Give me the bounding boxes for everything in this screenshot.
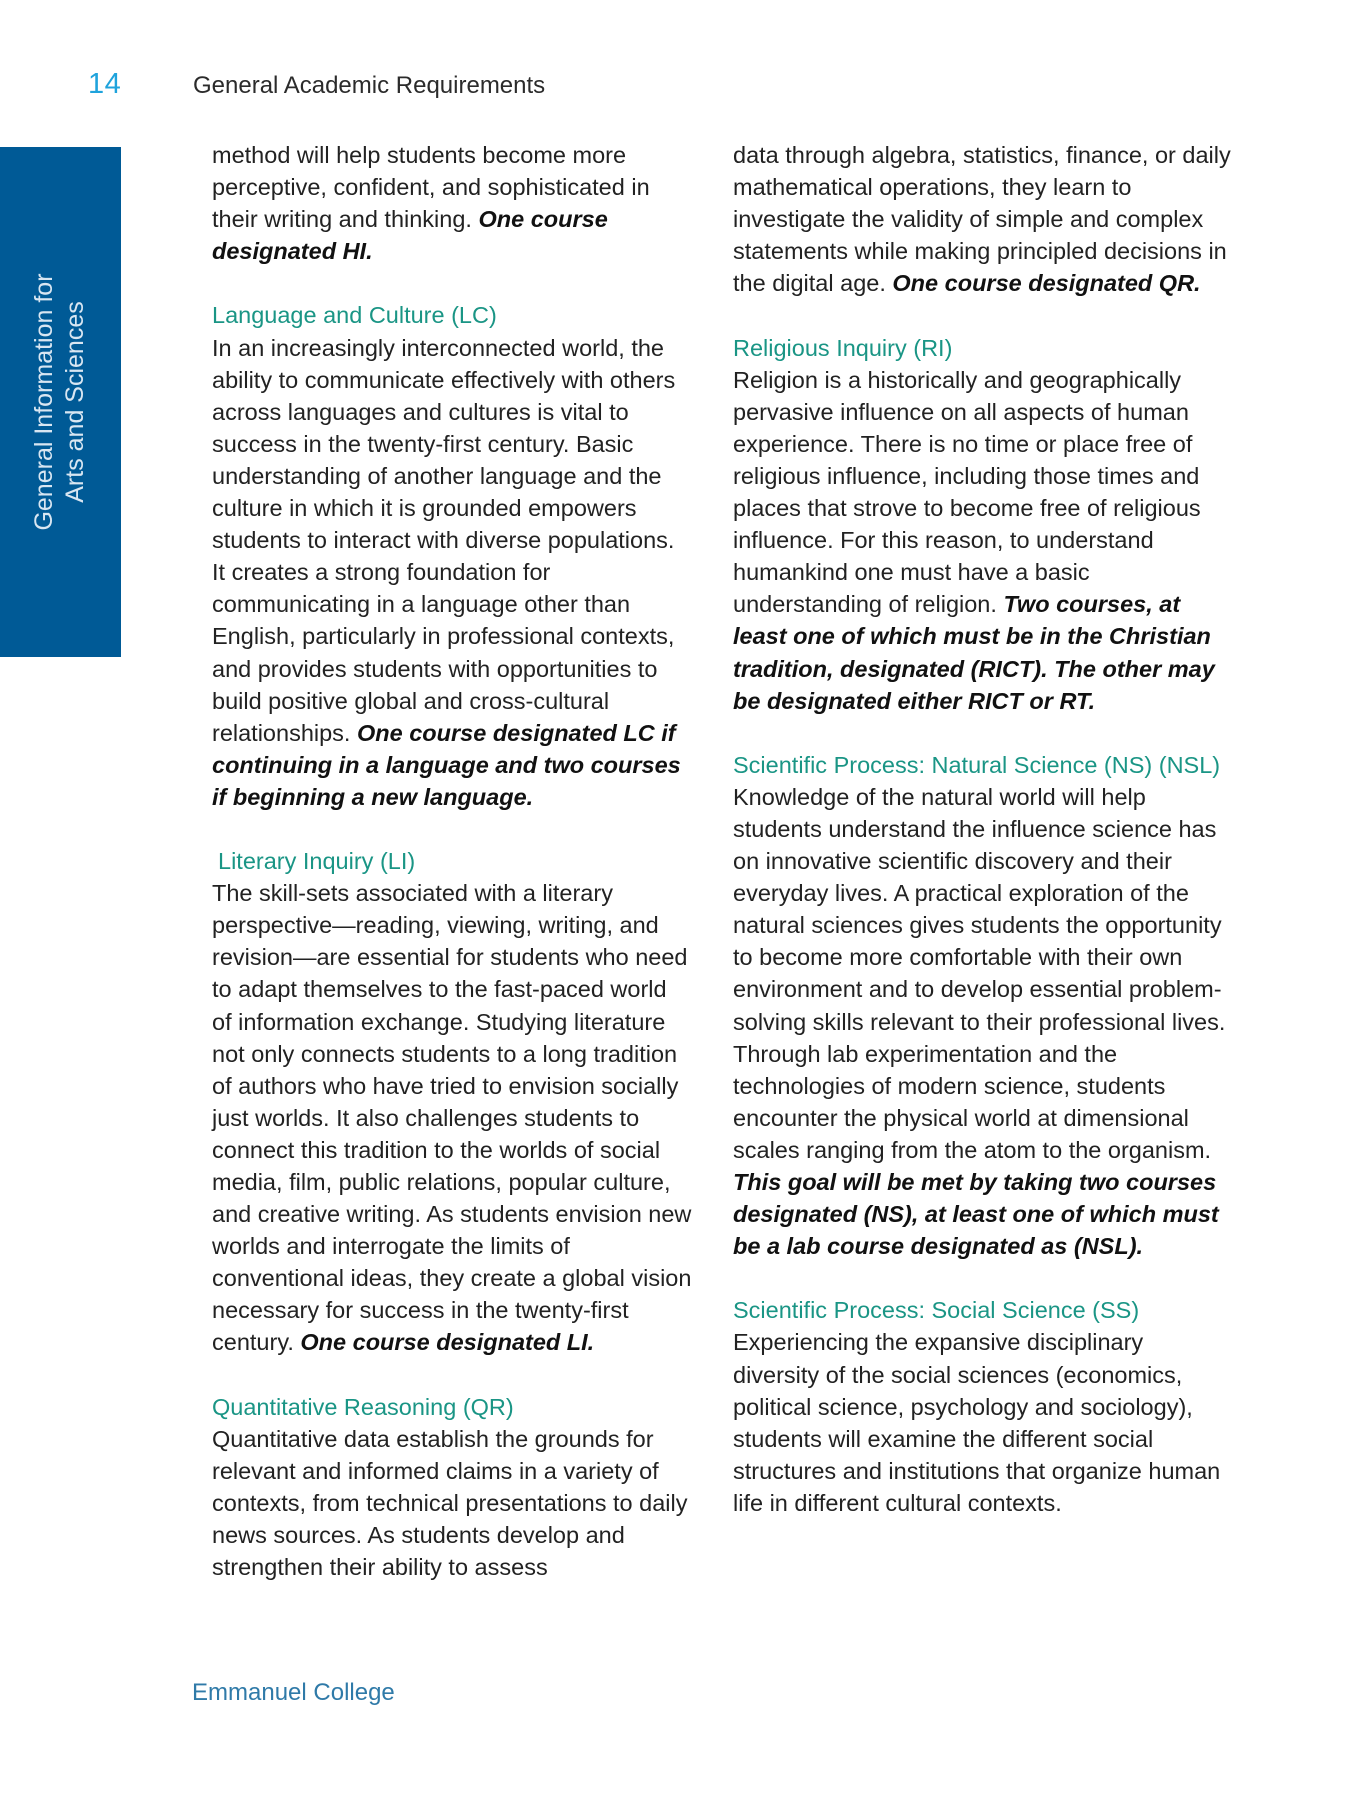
page-number: 14 xyxy=(88,68,122,100)
requirement-text: Two courses, at least one of which must be in the Christian tradition, designated (RICT). The other may be designated either RICT or RT. xyxy=(733,591,1215,714)
body-text: data through algebra, statistics, finance, or daily mathematical operations, they learn to investigate the validity of simple and complex statements while making principled decisions in the digital age. xyxy=(733,142,1231,297)
running-head: General Academic Requirements xyxy=(193,72,546,99)
left-column xyxy=(212,139,692,1615)
section-heading: Literary Inquiry (LI) xyxy=(218,848,416,875)
body-text: Quantitative data establish the grounds for relevant and informed claims in a variety of contexts, from technical presentations to daily news sources. As students develop and strengthen their ability to assess xyxy=(212,1425,688,1581)
paragraph xyxy=(733,1326,1233,1519)
section-heading: Scientific Process: Natural Science (NS) (NSL) xyxy=(733,751,1221,778)
requirement-text: This goal will be met by taking two courses designated (NS), at least one of which must be a lab course designated as (NSL). xyxy=(733,1169,1219,1260)
section-quantitative-reasoning xyxy=(212,1391,692,1584)
section-heading: Religious Inquiry (RI) xyxy=(733,334,953,361)
continuation-hi xyxy=(212,139,692,267)
paragraph xyxy=(212,332,692,813)
paragraph xyxy=(733,364,1233,717)
paragraph xyxy=(212,877,692,1358)
paragraph xyxy=(733,139,1233,299)
section-literary-inquiry xyxy=(212,845,692,1359)
section-social-science xyxy=(733,1294,1233,1519)
side-tab-line-2: Arts and Sciences xyxy=(61,301,89,503)
requirement-text: One course designated LC if continuing in a language and two courses if beginning a new language. xyxy=(212,719,681,810)
requirement-text: One course designated LI. xyxy=(300,1329,595,1356)
paragraph xyxy=(212,139,692,267)
requirement-text: One course designated HI. xyxy=(212,206,608,265)
side-tab-line-1: General Information for xyxy=(30,273,58,531)
continuation-qr xyxy=(733,139,1233,299)
section-side-tab xyxy=(0,147,121,657)
body-text: In an increasingly interconnected world, the ability to communicate effectively with others across languages and cultures is vital to success in the twenty-first century. Basic understanding of another language and the culture in which it is grounded empowers students to interact with diverse populations. It creates a strong foundation for communicating in a language other than English, particularly in professional contexts, and provides students with opportunities to build positive global and cross-cultural relationships. xyxy=(212,334,676,746)
body-text: method will help students become more perceptive, confident, and sophisticated in their writing and thinking. xyxy=(212,142,650,233)
paragraph xyxy=(212,1423,692,1583)
body-text: Religion is a historically and geographically pervasive influence on all aspects of human experience. There is no time or place free of religious influence, including those times and places that strove to become free of religious influence. For this reason, to understand humankind one must have a basic understanding of religion. xyxy=(733,366,1201,618)
body-text: Experiencing the expansive disciplinary diversity of the social sciences (economics, political science, psychology and sociology), students will examine the different social structures and institutions that organize human life in different cultural contexts. xyxy=(733,1329,1221,1516)
right-column xyxy=(733,139,1233,1551)
section-heading: Scientific Process: Social Science (SS) xyxy=(733,1297,1140,1324)
section-heading: Language and Culture (LC) xyxy=(212,302,497,329)
section-language-culture xyxy=(212,299,692,813)
section-natural-science xyxy=(733,749,1233,1263)
section-heading: Quantitative Reasoning (QR) xyxy=(212,1393,514,1420)
body-text: Knowledge of the natural world will help students understand the influence science has on innovative scientific discovery and their everyday lives. A practical exploration of the natural sciences gives students the opportunity to become more comfortable with their own environment and to develop essential problem-solving skills relevant to their professional lives. Through lab experimentation and the technologies of modern science, students encounter the physical world at dimensional scales ranging from the atom to the organism. xyxy=(733,783,1226,1163)
section-religious-inquiry xyxy=(733,332,1233,717)
body-text: The skill-sets associated with a literary perspective—reading, viewing, writing, and revision—are essential for students who need to adapt themselves to the fast-paced world of information exchange. Studying literature not only connects students to a long tradition of authors who have tried to envision socially just worlds. It also challenges students to connect this tradition to the worlds of social media, film, public relations, popular culture, and creative writing. As students envision new worlds and interrogate the limits of conventional ideas, they create a global vision necessary for success in the twenty-first century. xyxy=(212,880,692,1356)
footer-publisher: Emmanuel College xyxy=(192,1679,395,1706)
paragraph xyxy=(733,781,1233,1262)
requirement-text: One course designated QR. xyxy=(892,270,1201,297)
side-tab-label xyxy=(29,273,91,530)
